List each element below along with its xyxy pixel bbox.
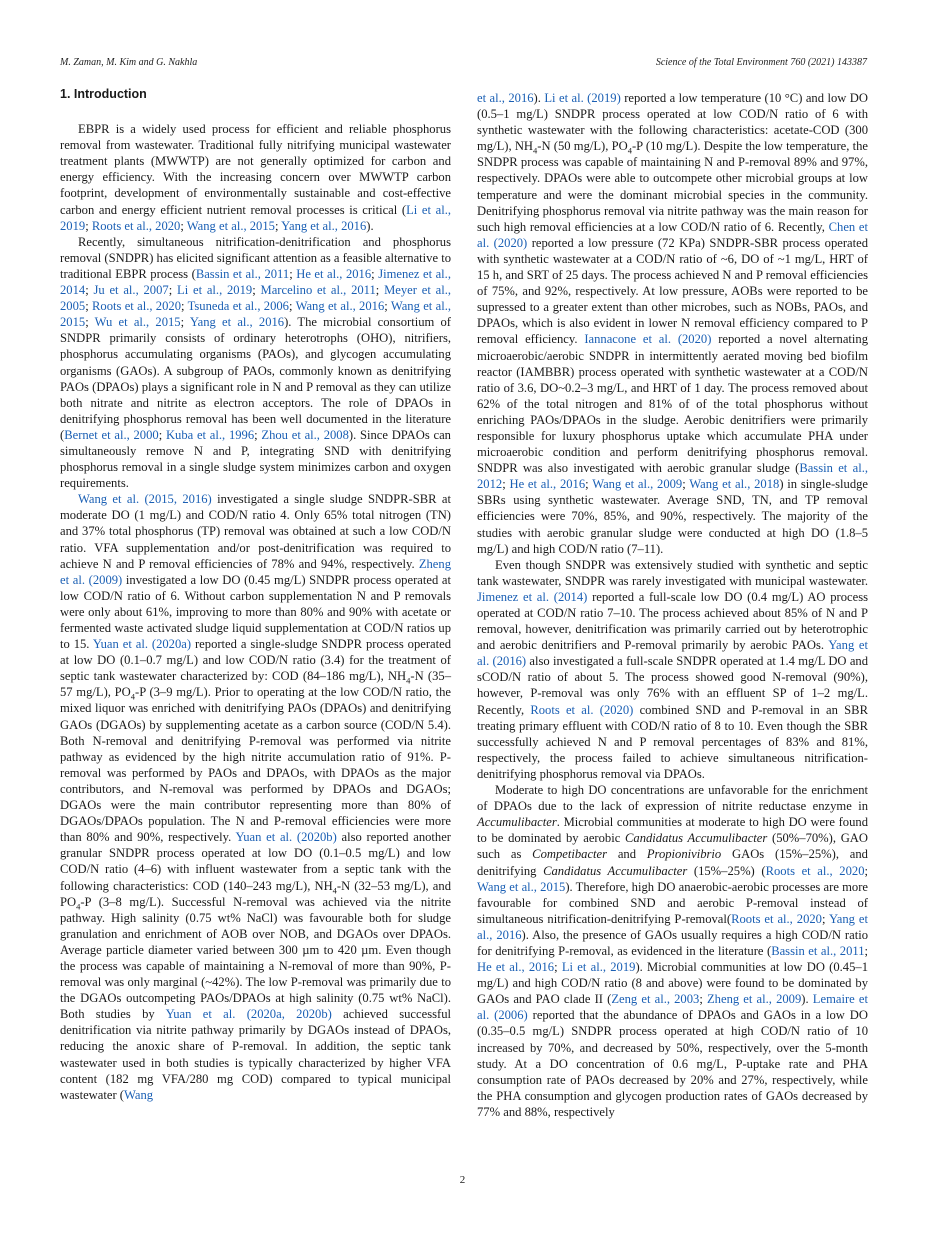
citation-link[interactable]: Yang et al. (2016)	[477, 638, 868, 669]
right-column	[477, 90, 868, 1120]
citation-link[interactable]: Ju et al., 2007	[93, 283, 169, 298]
left-column	[60, 86, 451, 1103]
paragraph-sndpr: Recently, simultaneous nitrification-denitrification and phosphorus removal (SNDPR) has elicited significant attention as a feasible alternative to traditional EBPR process (Bassin et al., 2011; He et al., 2016; Jimenez et al., 2014; Ju et al., 2007; Li et al., 2019; Marcelino et al., 2011; Meyer et al., 2005; Roots et al., 2020; Tsuneda et al., 2006; Wang et al., 2016; Wang et al., 2015; Wu et al., 2015; Yang et al., 2016). The microbial consortium of SNDPR primarily consists of ordinary heterotrophs (OHO), nitrifiers, phosphorus accumulating organisms (PAOs), and glycogen accumulating organisms (GAOs). A subgroup of PAOs, commonly known as denitrifying PAOs (DPAOs) plays a significant role in N and P removal as they can utilize both nitrate and nitrite as electron acceptors. The role of DPAOs in denitrifying phosphorus removal has been well documented in the literature (Bernet et al., 2000; Kuba et al., 1996; Zhou et al., 2008). Since DPAOs can simultaneously remove N and P, integrating SND with denitrifying phosphorus removal in a single sludge system minimizes carbon and oxygen requirements.	[60, 234, 452, 491]
citation-link[interactable]: Wang et al., 2015	[60, 299, 452, 330]
citation-link[interactable]: Jimenez et al., 2014	[60, 266, 451, 298]
citation-link[interactable]: Lemaire et al. (2006)	[477, 992, 868, 1023]
paragraph-ebpr: EBPR is a widely used process for efficient and reliable phosphorus removal from wastewater. Traditional fully nitrifying municipal wastewater treatment plants (MWWTP) are not generally optimized for carbon and energy efficiency. With the increasing concern over MWWTP carbon footprint, development of environmentally sustainable and cost-effective carbon and energy efficient nutrient removal processes is critical (Li et al., 2019; Roots et al., 2020; Wang et al., 2015; Yang et al., 2016).	[60, 122, 451, 233]
citation-link[interactable]: Yuan et al. (2020a)	[92, 637, 192, 652]
citation-link[interactable]: Yang et al., 2016	[189, 315, 285, 330]
citation-link[interactable]: Wang et al., 2018	[689, 477, 780, 492]
citation-link[interactable]: Wu et al., 2015	[94, 315, 181, 330]
citation-link[interactable]: Kuba et al., 1996	[165, 427, 255, 442]
citation-link[interactable]: Bassin et al., 2012	[477, 461, 868, 492]
citation-link[interactable]: Li et al., 2019	[561, 960, 636, 975]
running-header-authors: M. Zaman, M. Kim and G. Nakhla	[60, 57, 198, 68]
citation-link[interactable]: Yuan et al. (2020b)	[235, 830, 337, 845]
citation-link[interactable]: Iannacone et al. (2020)	[584, 332, 712, 347]
citation-link[interactable]: Li et al., 2019	[177, 283, 253, 298]
citation-link[interactable]: Li et al., 2019	[60, 202, 451, 233]
paragraph-prior-studies: Wang et al. (2015, 2016) investigated a single sludge SNDPR-SBR at moderate DO (1 mg/L) and COD/N ratio 4. Only 65% total nitrogen (TN) and 37% total phosphorus (TP) removal was obtained at such a low COD/N ratio. VFA supplementation and/or post-denitrification was required to achieve N and P removal efficiencies of 78% and 94%, respectively. Zheng et al. (2009) investigated a low DO (0.45 mg/L) SNDPR process operated at low COD/N ratio of 6. Without carbon supplementation N and P removals were only about 61%, improving to more than 80% and 90% with acetate or fermented waste activated sludge liquid supplementation at COD/N ratios up to 15. Yuan et al. (2020a) reported a single-sludge SNDPR process operated at low DO (0.1–0.7 mg/L) and low COD/N ratio (3.4) for the treatment of septic tank wastewater characterized by: COD (84–186 mg/L), $NH_4-N$ (35–57 mg/L), $PO_4-P$ (3–9 mg/L). Prior to operating at the low COD/N ratio, the mixed liquor was enriched with denitrifying PAOs (DPAOs) and denitrifying GAOs (DGAOs) by supplementing acetate as a carbon source (COD/N 5.4). Both N-removal and denitrifying P-removal was performed via nitrite pathway as evidenced by the high nitrite accumulation ratio of 91%. P-removal was performed by PAOs and DPAOs, with DPAOs as the major contributors, and N-removal was performed by DPAOs and DGAOs; DGAOs were the main contributor representing more than 80% of DGAOs/DPAOs population. The N and P-removal efficiencies were more than 80% and 90%, respectively. Yuan et al. (2020b) also reported another granular SNDPR process operated at low DO (0.1–0.5 mg/L) and low COD/N ratio (4–6) with influent wastewater from a septic tank with the following characteristics: COD (140–243 mg/L), $NH_4-N$ (32–53 mg/L), and $PO_4-P$ (3–8 mg/L). Successful N-removal was achieved via the nitrite pathway. High salinity (0.75 wt% NaCl) was favourable both for sludge granulation and enrichment of AOB over NOB, and DGAOs over DPAOs. Average particle diameter varied between 300 µm to 420 µm. Even though the process was capable of maintaining a N-removal of more than 90%, P-removal was only marginal (~42%). The low P-removal was primarily due to the DGAOs outcompeting PAOs/DPAOs at high salinity (0.75 wt% NaCl). Both studies by Yuan et al. (2020a, 2020b) achieved successful denitrification via nitrite pathway primarily by DGAOs instead of DPAOs, reducing the anoxic share of P-removal. In addition, the septic tank wastewater used in both studies is typically characterized by higher VFA content (182 mg VFA/280 mg COD) compared to typical municipal wastewater (Wang	[60, 492, 452, 1102]
citation-link[interactable]: Bernet et al., 2000	[64, 427, 159, 442]
citation-link[interactable]: He et al., 2016	[477, 960, 555, 975]
citation-link[interactable]: Zheng et al. (2009)	[60, 556, 451, 587]
citation-link[interactable]: Wang et al. (2015, 2016)	[78, 492, 212, 507]
citation-link[interactable]: Zeng et al., 2003	[611, 992, 700, 1007]
page-number: 2	[459, 1174, 466, 1186]
citation-link[interactable]: Li et al. (2019)	[544, 91, 621, 105]
citation-link[interactable]: Bassin et al., 2011	[195, 266, 290, 281]
citation-link[interactable]: Yang et al., 2016	[477, 911, 868, 942]
citation-link[interactable]: Roots et al. (2020)	[530, 702, 634, 717]
citation-link[interactable]: Wang	[123, 1087, 154, 1102]
citation-link[interactable]: Chen et al. (2020)	[477, 219, 868, 250]
citation-link[interactable]: Wang et al., 2015	[477, 879, 566, 894]
citation-link[interactable]: Bassin et al., 2011	[771, 943, 865, 958]
citation-link[interactable]: Wang et al., 2009	[592, 477, 683, 492]
paragraph-municipal: Even though SNDPR was extensively studied with synthetic and septic tank wastewater, SNDPR was rarely investigated with municipal wastewater. Jimenez et al. (2014) reported a full-scale low DO (0.4 mg/L) AO process operated at COD/N ratio 7–10. The process achieved about 85% of N and P removal, however, denitrification was primarily carried out by heterotrophic and aerobic denitrifiers and P-removal primarily by aerobic PAOs. Yang et al. (2016) also investigated a full-scale SNDPR operated at 1.4 mg/L DO and sCOD/N ratio of about 5. The process showed good N-removal (90%), however, P-removal was only 76% with an effluent SP of 1–2 mg/L. Recently, Roots et al. (2020) combined SND and P-removal in an SBR treating primary effluent with COD/N ratio of 8 to 10. Even though the SBR successfully achieved N and P removal percentages of 83% and 81%, respectively, the process failed to achieve simultaneous nitrification-denitrifying phosphorus removal via DPAOs.	[477, 557, 869, 781]
citation-link[interactable]: Roots et al., 2020	[765, 863, 865, 878]
citation-link[interactable]: Tsuneda et al., 2006	[187, 299, 289, 314]
citation-link[interactable]: Marcelino et al., 2011	[260, 283, 376, 298]
citation-link[interactable]: He et al., 2016	[296, 266, 372, 281]
citation-link[interactable]: Yuan et al. (2020a, 2020b)	[165, 1007, 332, 1022]
citation-link[interactable]: et al., 2016	[477, 91, 534, 105]
citation-link[interactable]: Roots et al., 2020	[91, 218, 181, 233]
citation-link[interactable]: He et al., 2016	[509, 477, 586, 492]
paragraph-continued: et al., 2016). Li et al. (2019) reported a low temperature (10 °C) and low DO (0.5–1 mg/L) SNDPR process operated at low COD/N ratio of 6 with synthetic wastewater with the following characteristics: acetate-COD (300 mg/L), $NH_4-N$ (50 mg/L), $PO_4-P$ (10 mg/L). Despite the low temperature, the SNDPR process was capable of maintaining N and P-removal 89% and 97%, respectively. DPAOs were able to outcompete other microbial groups at low temperature and were the dominant microbial species in the community. Denitrifying phosphorus removal via nitrite pathway was the main reason for such high removal efficiencies at a low COD/N ratio of 6. Recently, Chen et al. (2020) reported a low pressure (72 KPa) SNDPR-SBR process operated with synthetic wastewater at a COD/N ratio of ~6, DO of ~1 mg/L, HRT of 15 h, and SRT of 25 days. The process achieved N and P removal efficiencies of 75%, and 92%, respectively. At low pressure, AOBs were reported to be supressed to a greater extent than other microbes, such as NOBs, PAOs, and DPAOs, which is also evident in lower N removal efficiency compared to P removal efficiency. Iannacone et al. (2020) reported a novel alternating microaerobic/aerobic SNDPR in intermittently aerated moving bed biofilm reactor (IAMBBR) process operated with synthetic wastewater at a COD/N ratio of 3.6, DO~0.2–3 mg/L, and HRT of 1 day. The process removed about 62% of the total nitrogen and 81% of of the total phosphorus without enriching PAOs/DPAOs in the sludge. Aerobic denitrifiers were primarily responsible for luxury phosphorus uptake which accumulate PHA under microaerobic condition and perform denitrifying phosphorus removal. SNDPR was also investigated with aerobic granular sludge (Bassin et al., 2012; He et al., 2016; Wang et al., 2009; Wang et al., 2018) in single-sludge SBRs using synthetic wastewater. Average SND, TN, and TP removal efficiencies were 70%, 85%, and 90%, respectively. The majority of the studies with aerobic granular sludge were conducted at high DO (1.8–5 mg/L) and high COD/N ratio (7–11).	[477, 91, 869, 556]
citation-link[interactable]: Zheng et al., 2009	[706, 992, 802, 1007]
citation-link[interactable]: Yang et al., 2016	[281, 218, 367, 233]
citation-link[interactable]: Meyer et al., 2005	[60, 283, 452, 314]
citation-link[interactable]: Wang et al., 2016	[295, 299, 385, 314]
citation-link[interactable]: Zhou et al., 2008	[261, 427, 349, 442]
running-header-journal: Science of the Total Environment 760 (2021) 143387	[655, 57, 867, 68]
paragraph-do-concentration: Moderate to high DO concentrations are unfavorable for the enrichment of DPAOs due to the lack of expression of nitrite reductase enzyme in Accumulibacter. Microbial communities at moderate to high DO were found to be dominated by aerobic Candidatus Accumulibacter (50%–70%), GAO such as Competibacter and Propionivibrio GAOs (15%–25%), and denitrifying Candidatus Accumulibacter (15%–25%) (Roots et al., 2020; Wang et al., 2015). Therefore, high DO anaerobic-aerobic processes are more favourable for combined SND and aerobic P-removal instead of simultaneous nitrification-denitrifying P-removal(Roots et al., 2020; Yang et al., 2016). Also, the presence of GAOs usually requires a high COD/N ratio for denitrifying P-removal, as evidenced in the literature (Bassin et al., 2011; He et al., 2016; Li et al., 2019). Microbial communities at low DO (0.45–1 mg/L) and high COD/N ratio (8 and above) were found to be dominated by GAOs and PAO clade II (Zeng et al., 2003; Zheng et al., 2009). Lemaire et al. (2006) reported that the abundance of DPAOs and GAOs in a low DO (0.35–0.5 mg/L) SNDPR process operated at high COD/N ratio of 10 increased by 70%, and decreased by 50%, respectively, over the 5-month study. At a DO concentration of 0.6 mg/L, P-uptake rate and PHA consumption rate of PAOs decreased by 20% and 27%, respectively, while the PHA consumption and glycogen production rates of GAOs decreased by 77% and 88%, respectively	[477, 783, 868, 1119]
citation-link[interactable]: Wang et al., 2015	[186, 218, 275, 233]
section-title: 1. Introduction	[60, 87, 147, 101]
citation-link[interactable]: Jimenez et al. (2014)	[477, 589, 588, 604]
citation-link[interactable]: Roots et al., 2020	[92, 299, 181, 314]
citation-link[interactable]: Roots et al., 2020	[731, 911, 822, 926]
